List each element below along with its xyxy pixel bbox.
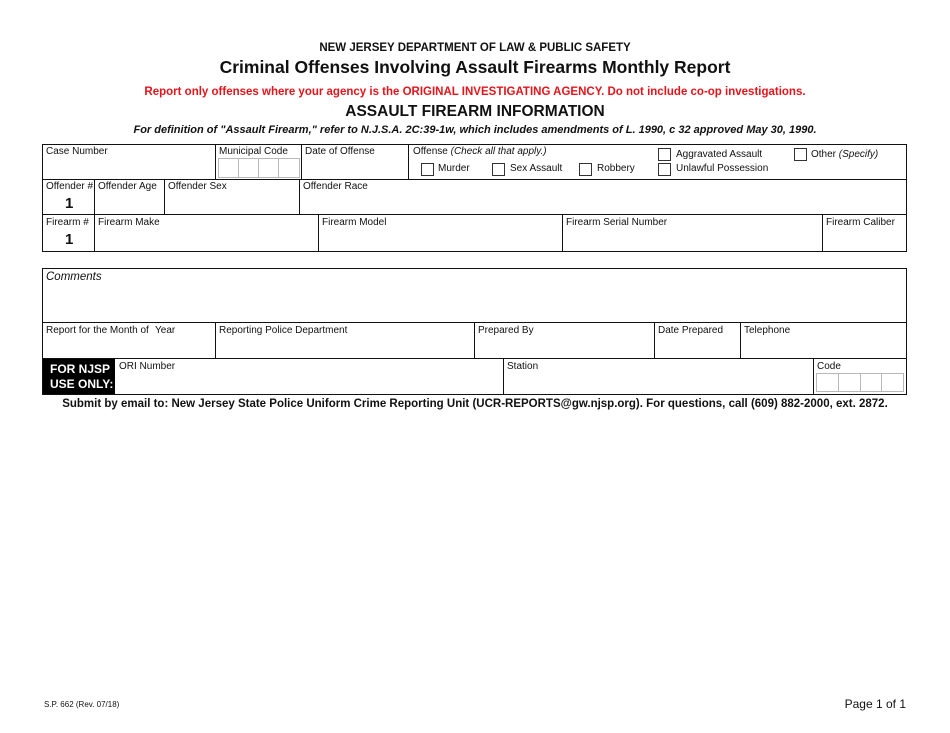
njsp-use-only-badge [43,359,115,394]
code-label: Code [817,361,841,372]
firearm-model-label: Firearm Model [322,217,387,228]
offender-race-label: Offender Race [303,181,368,192]
firearm-number-label: Firearm # [46,217,89,228]
njsp-badge-line2: USE ONLY: [50,377,114,391]
station-field[interactable] [505,373,811,392]
report-month-year-field[interactable] [44,337,213,356]
submit-instructions: Submit by email to: New Jersey State Police Uniform Crime Reporting Unit (UCR-REPORTS@gw.njsp.org). For questions, call (609) 882-2000, ext. 2872. [62,398,888,410]
section-title: ASSAULT FIREARM INFORMATION [345,103,605,120]
robbery-option-label: Robbery [597,163,635,174]
prepared-by-label: Prepared By [478,325,534,336]
firearm-number-value: 1 [65,231,74,248]
aggravated-assault-checkbox[interactable] [658,148,671,161]
case-number-label: Case Number [46,146,108,157]
firearm-model-field[interactable] [320,229,560,249]
robbery-checkbox[interactable] [579,163,592,176]
case-number-field[interactable] [44,158,213,177]
comments-field[interactable] [44,286,904,320]
definition-note: For definition of "Assault Firearm," refer to N.J.S.A. 2C:39-1w, which includes amendments of L. 1990, c 32 approved May 30, 1990. [133,124,817,136]
telephone-field[interactable] [742,337,904,356]
offender-number-label: Offender # [46,181,94,192]
other-option-label: Other (Specify) [811,149,879,160]
firearm-caliber-label: Firearm Caliber [826,217,895,228]
offense-label: Offense (Check all that apply.) [413,146,547,157]
department-heading: NEW JERSEY DEPARTMENT OF LAW & PUBLIC SAFETY [319,42,631,54]
municipal-code-label: Municipal Code [219,146,288,157]
firearm-serial-field[interactable] [564,229,820,249]
comments-label: Comments [46,271,102,283]
reporting-department-label: Reporting Police Department [219,325,348,336]
date-prepared-label: Date Prepared [658,325,724,336]
aggravated-assault-option-label: Aggravated Assault [676,149,763,160]
firearm-serial-label: Firearm Serial Number [566,217,668,228]
report-title: Criminal Offenses Involving Assault Firearms Monthly Report [219,57,731,77]
murder-checkbox[interactable] [421,163,434,176]
date-of-offense-label: Date of Offense [305,146,375,157]
report-year-label: Year [155,325,176,336]
firearm-caliber-field[interactable] [824,229,904,249]
ori-number-field[interactable] [117,373,501,392]
reporting-department-field[interactable] [217,337,472,356]
offender-race-field[interactable] [301,193,904,212]
firearm-make-label: Firearm Make [98,217,160,228]
report-month-label: Report for the Month of [46,325,149,336]
unlawful-possession-checkbox[interactable] [658,163,671,176]
agency-notice: Report only offenses where your agency is the ORIGINAL INVESTIGATING AGENCY. Do not include co-op investigations. [144,86,806,98]
njsp-badge-line1: FOR NJSP [50,362,111,376]
other-checkbox[interactable] [794,148,807,161]
sex-assault-checkbox[interactable] [492,163,505,176]
telephone-label: Telephone [744,325,791,336]
murder-option-label: Murder [438,163,470,174]
offender-sex-label: Offender Sex [168,181,227,192]
firearm-make-field[interactable] [96,229,316,249]
offender-age-label: Offender Age [98,181,157,192]
page-number: Page 1 of 1 [844,697,906,711]
offender-sex-field[interactable] [166,193,297,212]
offender-age-field[interactable] [96,193,162,212]
prepared-by-field[interactable] [476,337,652,356]
date-prepared-field[interactable] [656,337,738,356]
station-label: Station [507,361,539,372]
sex-assault-option-label: Sex Assault [510,163,563,174]
unlawful-possession-option-label: Unlawful Possession [676,163,769,174]
date-of-offense-field[interactable] [303,158,406,177]
offender-number-value: 1 [65,195,74,212]
form-id: S.P. 662 (Rev. 07/18) [44,700,120,709]
ori-number-label: ORI Number [119,361,176,372]
